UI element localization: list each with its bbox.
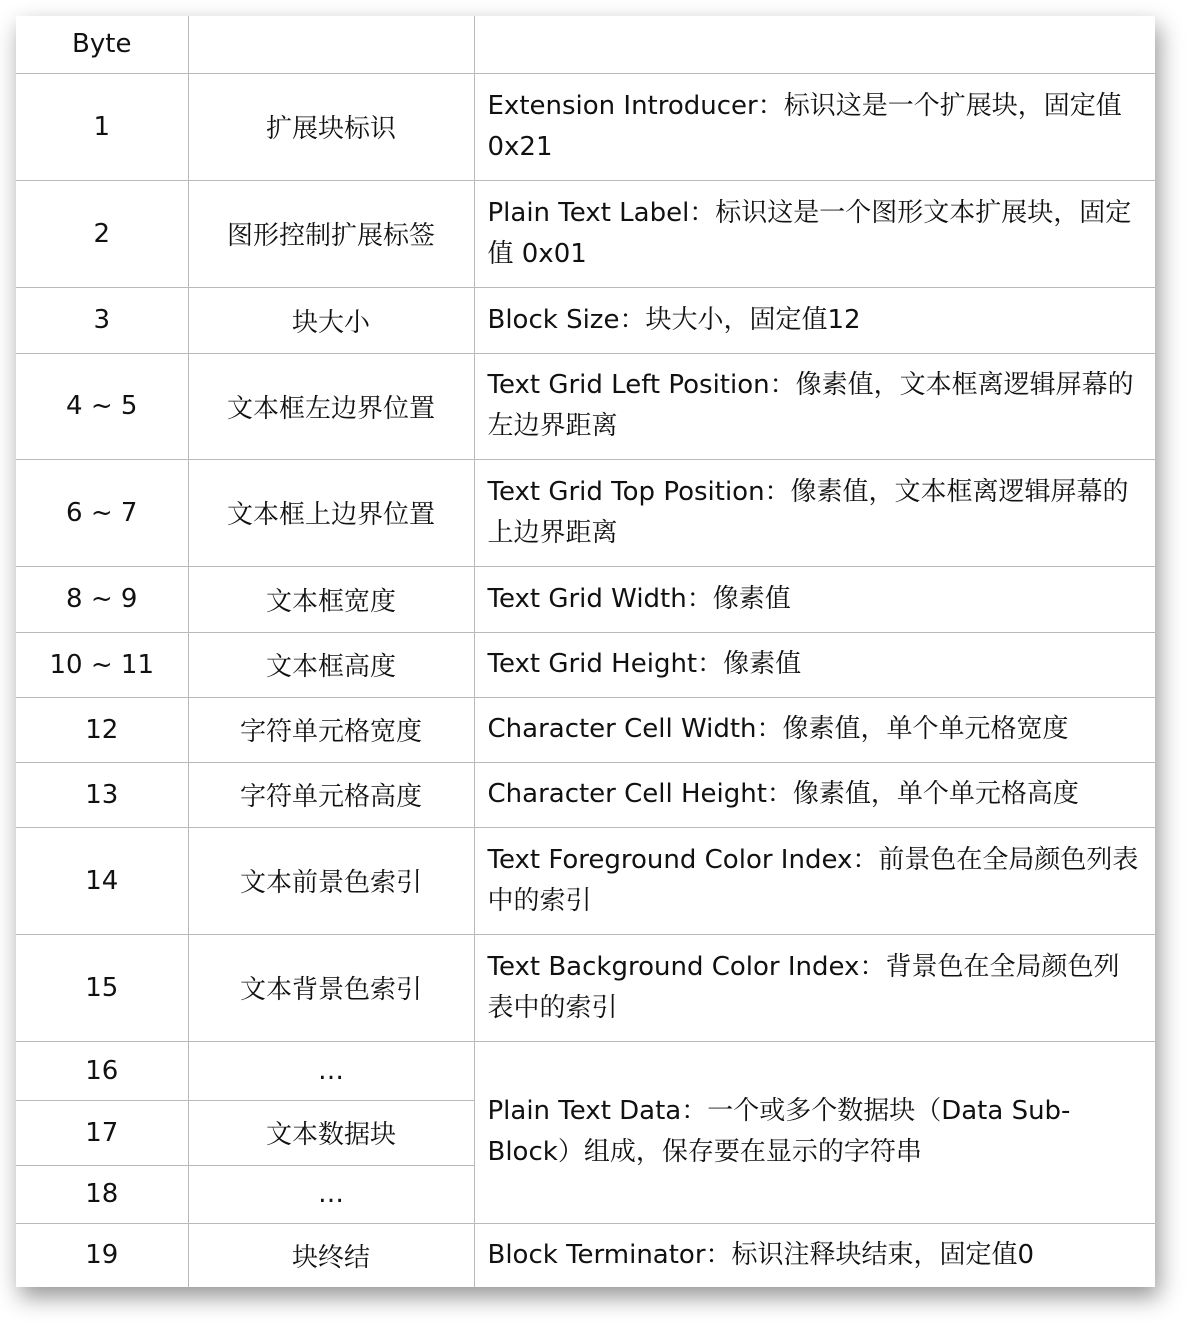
- description-cell: Block Terminator：标识注释块结束，固定值0: [474, 1223, 1155, 1287]
- table-row: [16, 934, 1155, 1041]
- name-cell: 块大小: [188, 287, 474, 353]
- name-cell: 字符单元格宽度: [188, 697, 474, 762]
- name-cell: 文本框左边界位置: [188, 353, 474, 459]
- byte-cell: 12: [16, 697, 188, 762]
- byte-cell: 8 ~ 9: [16, 566, 188, 632]
- header-name: [188, 16, 474, 73]
- description-cell: Text Grid Height：像素值: [474, 632, 1155, 697]
- name-cell: …: [188, 1165, 474, 1223]
- description-cell: Text Grid Width：像素值: [474, 566, 1155, 632]
- table-row: [16, 73, 1155, 180]
- table-card: [16, 16, 1155, 1287]
- byte-cell: 16: [16, 1041, 188, 1100]
- table-row: [16, 632, 1155, 697]
- name-cell: 文本框高度: [188, 632, 474, 697]
- table-row: [16, 180, 1155, 287]
- byte-cell: 2: [16, 180, 188, 287]
- table-row: [16, 1041, 1155, 1100]
- description-cell: Block Size：块大小，固定值12: [474, 287, 1155, 353]
- description-cell: Text Grid Left Position：像素值，文本框离逻辑屏幕的左边界距离: [474, 353, 1155, 459]
- byte-cell: 17: [16, 1100, 188, 1165]
- table-row: [16, 827, 1155, 934]
- table-row: [16, 459, 1155, 566]
- table-row: [16, 762, 1155, 827]
- plain-text-extension-table: [16, 16, 1155, 1287]
- description-cell: Extension Introducer：标识这是一个扩展块，固定值 0x21: [474, 73, 1155, 180]
- byte-cell: 15: [16, 934, 188, 1041]
- table-row: [16, 287, 1155, 353]
- description-cell: Plain Text Label：标识这是一个图形文本扩展块，固定值 0x01: [474, 180, 1155, 287]
- byte-cell: 19: [16, 1223, 188, 1287]
- name-cell: 文本框宽度: [188, 566, 474, 632]
- table-row: [16, 1223, 1155, 1287]
- byte-cell: 4 ~ 5: [16, 353, 188, 459]
- description-cell: Character Cell Height：像素值，单个单元格高度: [474, 762, 1155, 827]
- byte-cell: 6 ~ 7: [16, 459, 188, 566]
- description-cell: Text Foreground Color Index：前景色在全局颜色列表中的索引: [474, 827, 1155, 934]
- name-cell: 文本背景色索引: [188, 934, 474, 1041]
- name-cell: 字符单元格高度: [188, 762, 474, 827]
- byte-cell: 18: [16, 1165, 188, 1223]
- byte-cell: 14: [16, 827, 188, 934]
- header-description: [474, 16, 1155, 73]
- name-cell: 块终结: [188, 1223, 474, 1287]
- header-byte: Byte: [16, 16, 188, 73]
- name-cell: 文本框上边界位置: [188, 459, 474, 566]
- description-cell: Text Background Color Index：背景色在全局颜色列表中的索引: [474, 934, 1155, 1041]
- table-row: [16, 353, 1155, 459]
- name-cell: 图形控制扩展标签: [188, 180, 474, 287]
- byte-cell: 10 ~ 11: [16, 632, 188, 697]
- table-row: [16, 697, 1155, 762]
- table-header-row: [16, 16, 1155, 73]
- byte-cell: 13: [16, 762, 188, 827]
- byte-cell: 1: [16, 73, 188, 180]
- name-cell: 文本前景色索引: [188, 827, 474, 934]
- name-cell: …: [188, 1041, 474, 1100]
- name-cell: 扩展块标识: [188, 73, 474, 180]
- byte-cell: 3: [16, 287, 188, 353]
- name-cell: 文本数据块: [188, 1100, 474, 1165]
- table-row: [16, 566, 1155, 632]
- description-cell: Character Cell Width：像素值，单个单元格宽度: [474, 697, 1155, 762]
- description-cell: Plain Text Data：一个或多个数据块（Data Sub-Block）组成，保存要在显示的字符串: [474, 1041, 1155, 1223]
- description-cell: Text Grid Top Position：像素值，文本框离逻辑屏幕的上边界距离: [474, 459, 1155, 566]
